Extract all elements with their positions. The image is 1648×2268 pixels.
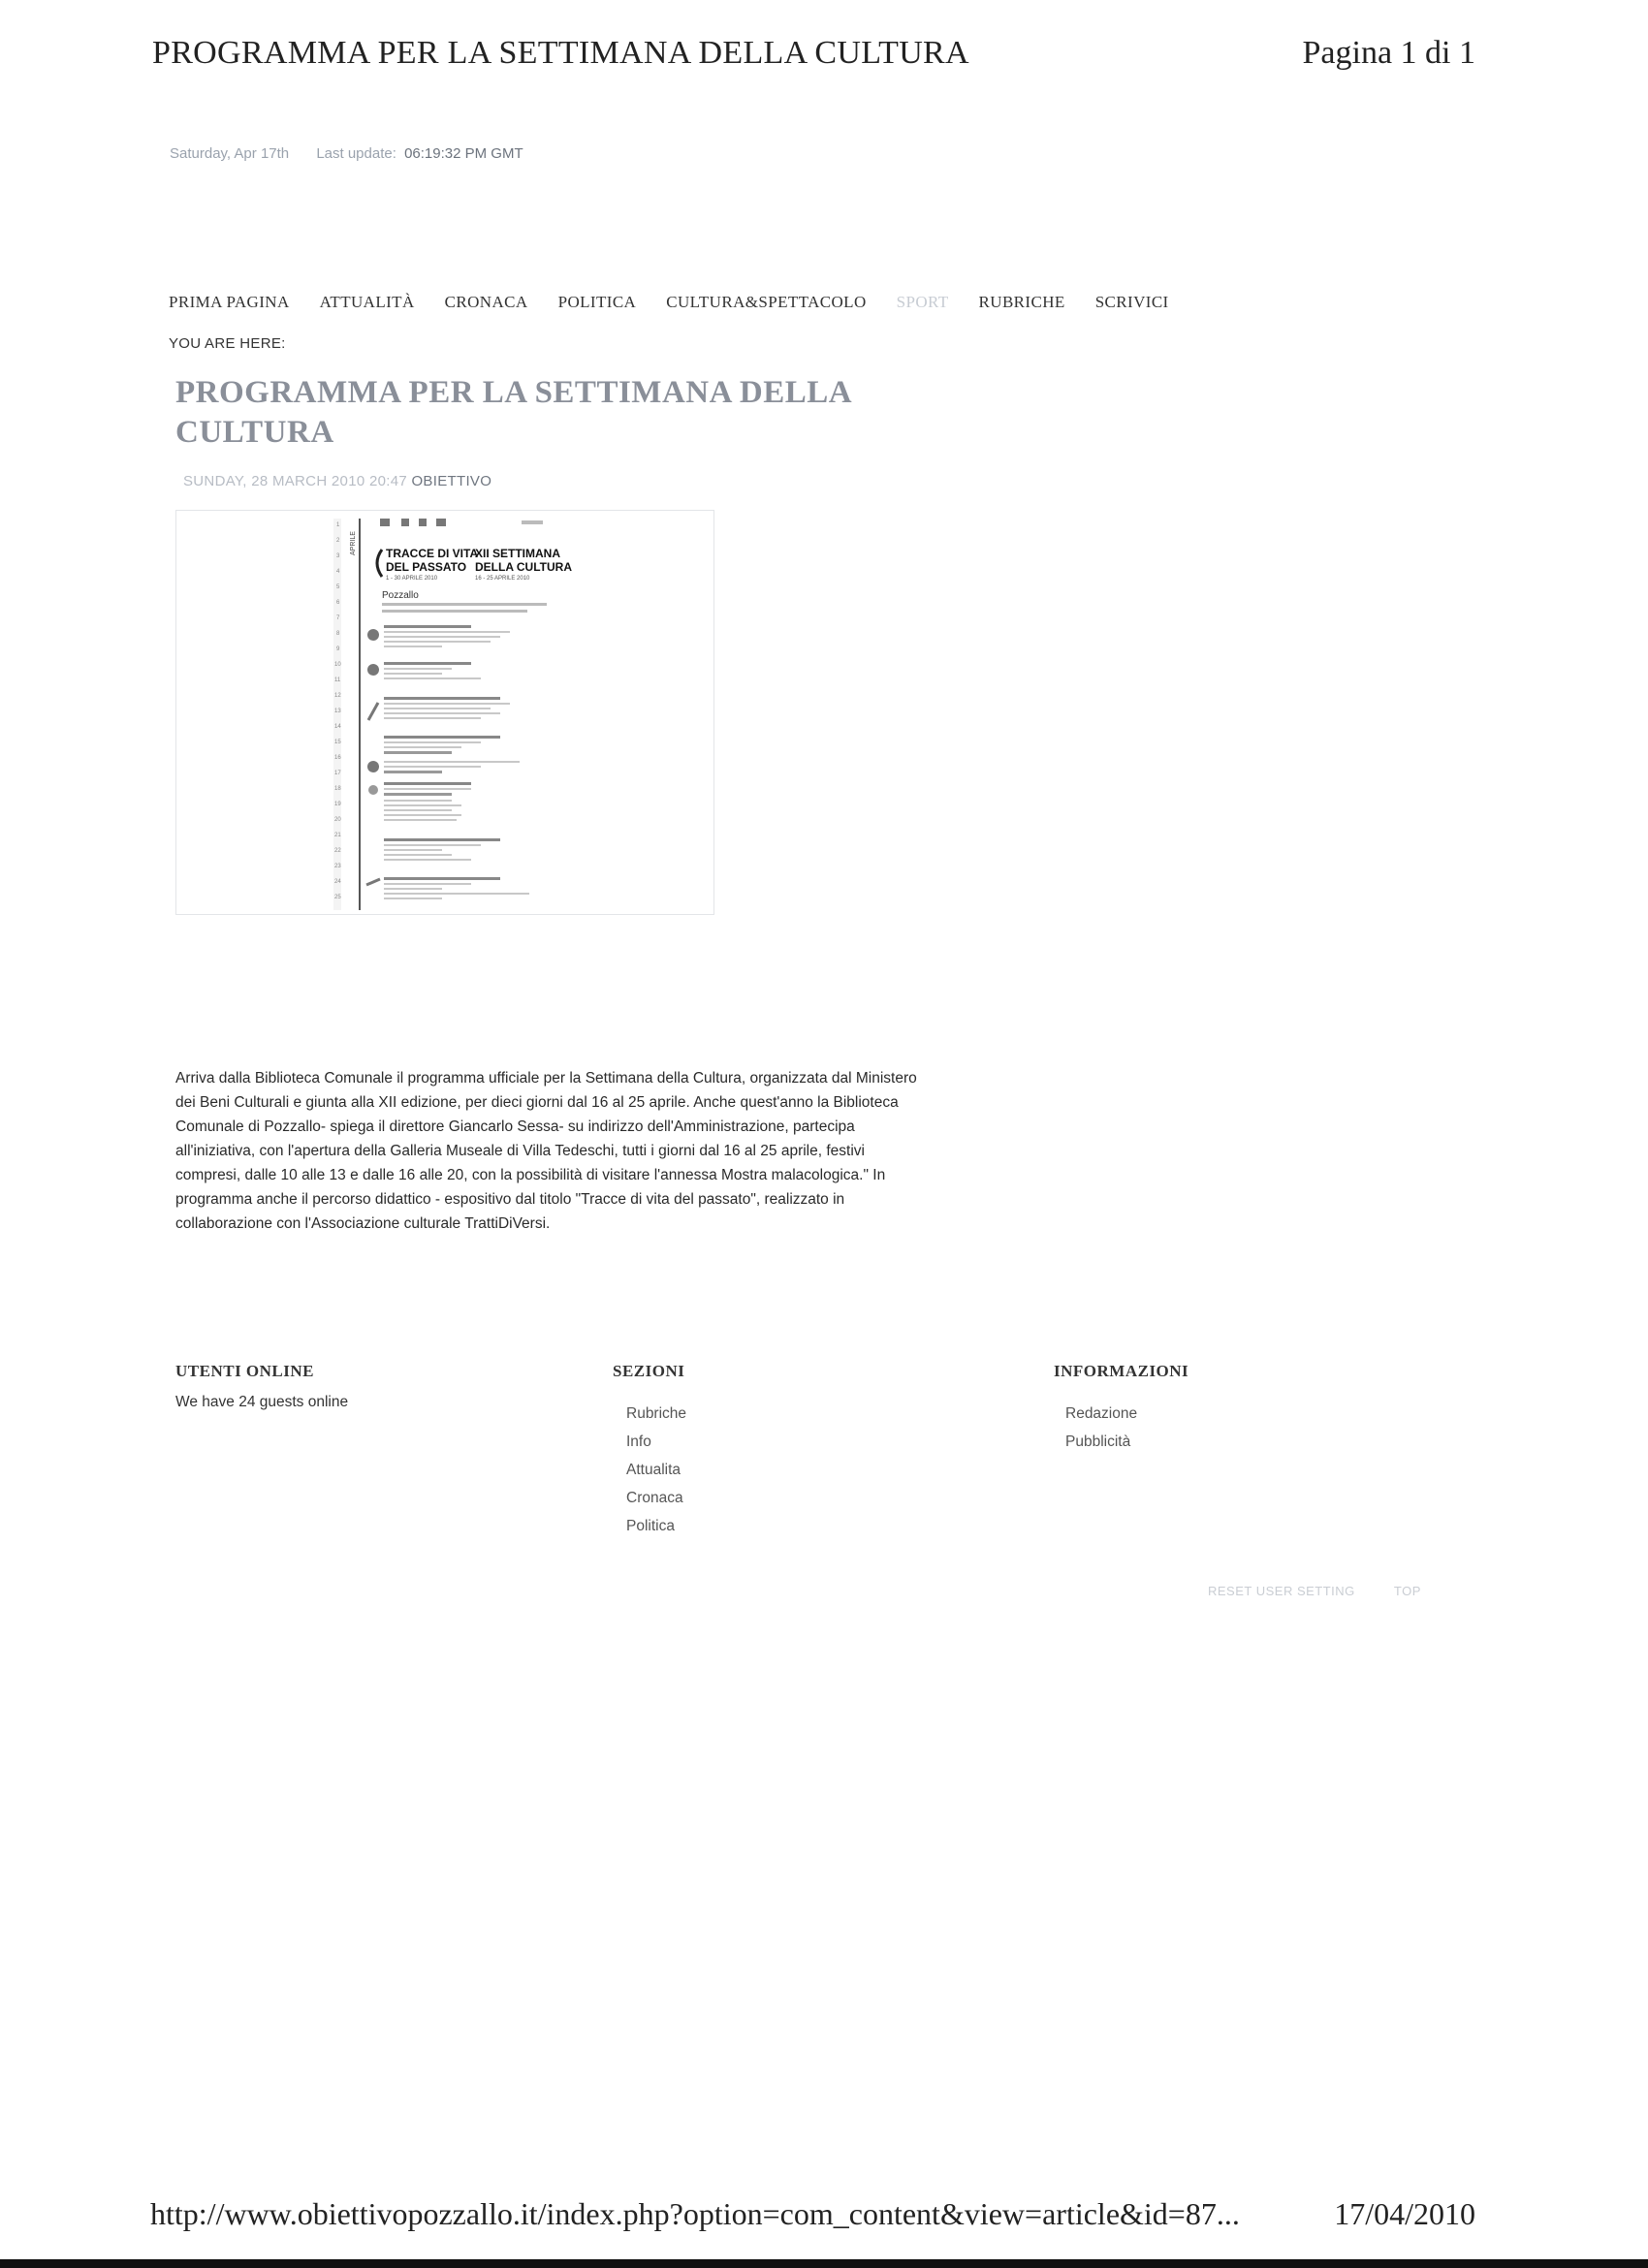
date-bar — [170, 145, 523, 162]
last-update-label: Last update: — [316, 145, 396, 162]
print-footer-date: 17/04/2010 — [1334, 2196, 1475, 2231]
article-image — [175, 510, 714, 915]
svg-text:13: 13 — [334, 709, 341, 714]
poster-place: Pozzallo — [382, 590, 419, 601]
svg-text:12: 12 — [334, 693, 341, 699]
poster-left-heading-1: TRACCE DI VITA — [386, 547, 479, 560]
svg-text:10: 10 — [334, 662, 341, 668]
online-users-heading: UTENTI ONLINE — [175, 1362, 315, 1380]
page-bottom-border — [0, 2259, 1648, 2268]
svg-text:18: 18 — [334, 786, 341, 792]
program-poster-graphic — [176, 511, 713, 914]
top-link[interactable]: TOP — [1393, 1584, 1421, 1598]
article-title[interactable]: PROGRAMMA PER LA SETTIMANA DELLA CULTURA — [175, 375, 851, 450]
svg-text:19: 19 — [334, 802, 341, 807]
nav-item-cronaca[interactable]: CRONACA — [444, 293, 528, 311]
svg-text:21: 21 — [334, 833, 341, 838]
breadcrumb: YOU ARE HERE: — [169, 335, 286, 352]
reset-user-setting-link[interactable]: RESET USER SETTING — [1208, 1584, 1355, 1598]
sections-list — [626, 1400, 686, 1540]
print-footer-url: http://www.obiettivopozzallo.it/index.php?option=com_content&view=article&id=87... — [150, 2196, 1240, 2231]
svg-text:17: 17 — [334, 771, 341, 776]
svg-text:22: 22 — [334, 848, 341, 854]
nav-item-rubriche[interactable]: RUBRICHE — [978, 293, 1065, 311]
svg-text:15: 15 — [334, 740, 341, 745]
section-link-attualita[interactable]: Attualita — [626, 1462, 681, 1478]
svg-text:9: 9 — [336, 646, 340, 652]
online-users-text: We have 24 guests online — [175, 1394, 349, 1410]
nav-item-scrivici[interactable]: SCRIVICI — [1094, 293, 1169, 311]
svg-text:24: 24 — [334, 879, 341, 885]
nav-item-politica[interactable]: POLITICA — [557, 293, 637, 311]
svg-text:16: 16 — [334, 755, 341, 761]
section-link-cronaca[interactable]: Cronaca — [626, 1490, 683, 1506]
svg-text:14: 14 — [334, 724, 341, 730]
section-link-info[interactable]: Info — [626, 1433, 651, 1450]
svg-text:23: 23 — [334, 864, 341, 869]
svg-text:25: 25 — [334, 895, 341, 900]
print-page-count: Pagina 1 di 1 — [1302, 35, 1475, 71]
svg-text:11: 11 — [334, 677, 341, 683]
utility-links — [1208, 1584, 1421, 1598]
current-date: Saturday, Apr 17th — [170, 145, 290, 162]
nav-item-prima-pagina[interactable]: PRIMA PAGINA — [169, 293, 290, 311]
svg-text:2: 2 — [336, 538, 340, 544]
svg-text:8: 8 — [336, 631, 340, 637]
svg-text:4: 4 — [336, 569, 340, 575]
article-meta — [183, 473, 491, 489]
nav-item-sport[interactable]: SPORT — [896, 293, 949, 311]
info-list — [1065, 1400, 1137, 1456]
main-nav — [169, 293, 1199, 312]
svg-text:7: 7 — [336, 615, 340, 621]
svg-text:5: 5 — [336, 584, 340, 590]
nav-item-attualita[interactable]: ATTUALITÀ — [319, 293, 415, 311]
svg-text:3: 3 — [336, 553, 340, 559]
last-update-time: 06:19:32 PM GMT — [404, 145, 523, 162]
section-link-rubriche[interactable]: Rubriche — [626, 1405, 687, 1422]
poster-side-label: APRILE — [350, 531, 357, 555]
poster-right-heading-1: XII SETTIMANA — [475, 547, 561, 560]
section-link-politica[interactable]: Politica — [626, 1518, 675, 1534]
svg-text:1: 1 — [336, 522, 340, 528]
article-author: OBIETTIVO — [411, 473, 492, 489]
poster-right-dates: 16 - 25 APRILE 2010 — [475, 576, 530, 582]
info-link-pubblicita[interactable]: Pubblicità — [1065, 1433, 1131, 1450]
svg-text:20: 20 — [334, 817, 341, 823]
article-body: Arriva dalla Biblioteca Comunale il programma ufficiale per la Settimana della Cultura, organizzata dal Ministero dei Beni Culturali e giunta alla XII edizione, per dieci giorni dal 16 al 25 aprile. Anche quest'anno la Biblioteca Comunale di Pozzallo- spiega il direttore Giancarlo Sessa- su indirizzo dell'Amministrazione, partecipa all'iniziativa, con l'apertura della Galleria Museale di Villa Tedeschi, tutti i giorni dal 16 al 25 aprile, festivi compresi, dalle 10 alle 13 e dalle 16 alle 20, con la possibilità di visitare l'annessa Mostra malacologica." In programma anche il percorso didattico - espositivo dal titolo "Tracce di vita del passato", realizzato in collaborazione con l'Associazione culturale TrattiDiVersi. — [175, 1070, 917, 1232]
poster-left-heading-2: DEL PASSATO — [386, 560, 467, 574]
info-link-redazione[interactable]: Redazione — [1065, 1405, 1138, 1422]
poster-right-heading-2: DELLA CULTURA — [475, 560, 572, 574]
print-header-title: PROGRAMMA PER LA SETTIMANA DELLA CULTURA — [152, 35, 969, 71]
poster-left-dates: 1 - 30 APRILE 2010 — [386, 576, 438, 582]
svg-text:6: 6 — [336, 600, 340, 606]
sections-heading: SEZIONI — [613, 1362, 685, 1380]
article-date: SUNDAY, 28 MARCH 2010 20:47 — [183, 473, 407, 489]
nav-item-cultura-spettacolo[interactable]: CULTURA&SPETTACOLO — [666, 293, 867, 311]
info-heading: INFORMAZIONI — [1054, 1362, 1189, 1380]
